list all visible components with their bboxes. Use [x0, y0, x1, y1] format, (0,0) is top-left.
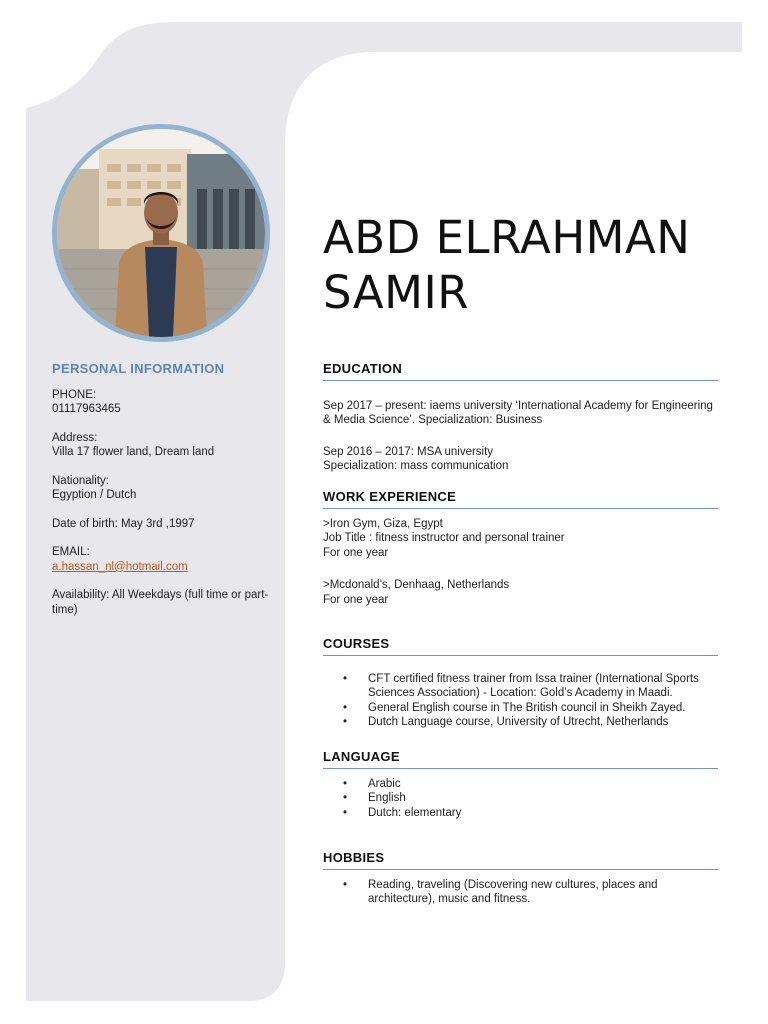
profile-photo-image — [57, 129, 265, 337]
work-entry-employer: >Mcdonald’s, Denhaag, Netherlands — [323, 579, 510, 591]
phone-label: PHONE: — [52, 388, 97, 401]
hobbies-heading: HOBBIES — [323, 851, 718, 870]
candidate-name-line1: ABD ELRAHMAN — [323, 211, 691, 264]
phone-value: 01117963465 — [52, 403, 121, 415]
dob-block — [52, 517, 277, 532]
language-list — [323, 777, 718, 821]
work-experience-section — [323, 490, 718, 621]
education-entry-text: Sep 2017 – present: iaems university ‘International Academy for Engineering & Media Science’. Specialization: Business — [323, 399, 713, 426]
work-entry — [323, 578, 718, 607]
list-item: • Reading, traveling (Discovering new cultures, places and architecture), music and fitness. — [323, 878, 718, 907]
hobbies-section — [323, 851, 718, 907]
work-experience-heading: WORK EXPERIENCE — [323, 490, 718, 509]
nationality-label: Nationality: — [52, 474, 109, 487]
nationality-block — [52, 474, 277, 503]
work-entry-duration: For one year — [323, 546, 389, 559]
work-entry-title: Job Title : fitness instructor and personal trainer — [323, 532, 565, 544]
education-section — [323, 362, 718, 488]
personal-information-heading: PERSONAL INFORMATION — [52, 361, 225, 376]
email-link[interactable]: a.hassan_nl@hotmail.com — [52, 560, 188, 573]
list-item: • CFT certified fitness trainer from Issa trainer (International Sports Sciences Association) - Location: Gold’s Academy in Maadi. — [323, 672, 718, 701]
email-label: EMAIL: — [52, 546, 90, 558]
education-heading: EDUCATION — [323, 362, 718, 381]
list-item: • English — [323, 791, 718, 806]
work-entry-duration: For one year — [323, 593, 389, 606]
work-entry — [323, 517, 718, 561]
courses-section — [323, 637, 718, 730]
education-entry — [323, 399, 718, 428]
list-item: • Dutch Language course, University of Utrecht, Netherlands — [323, 715, 718, 730]
date-of-birth: Date of birth: May 3rd ,1997 — [52, 517, 195, 530]
list-item: • Arabic — [323, 777, 718, 792]
candidate-name-line2: SAMIR — [323, 266, 470, 319]
address-label: Address: — [52, 431, 98, 444]
email-block — [52, 545, 277, 574]
address-value: Villa 17 flower land, Dream land — [52, 446, 215, 458]
nationality-value: Egyption / Dutch — [52, 489, 137, 501]
list-item: • Dutch: elementary — [323, 806, 718, 821]
list-item: • General English course in The British council in Sheikh Zayed. — [323, 701, 718, 716]
education-entry-title: Sep 2016 – 2017: MSA university — [323, 445, 494, 458]
education-entry-detail: Specialization: mass communication — [323, 460, 509, 472]
language-section — [323, 750, 718, 820]
education-entry — [323, 445, 718, 474]
profile-photo — [52, 124, 270, 342]
address-block — [52, 431, 277, 460]
availability-block — [52, 588, 277, 617]
language-heading: LANGUAGE — [323, 750, 718, 769]
courses-list — [323, 672, 718, 730]
work-entry-employer: >Iron Gym, Giza, Egypt — [323, 517, 443, 530]
personal-information-section — [52, 362, 277, 631]
candidate-name — [323, 210, 743, 320]
courses-heading: COURSES — [323, 637, 718, 656]
phone-block — [52, 388, 277, 417]
availability: Availability: All Weekdays (full time or part-time) — [52, 589, 269, 616]
hobbies-list — [323, 878, 718, 907]
